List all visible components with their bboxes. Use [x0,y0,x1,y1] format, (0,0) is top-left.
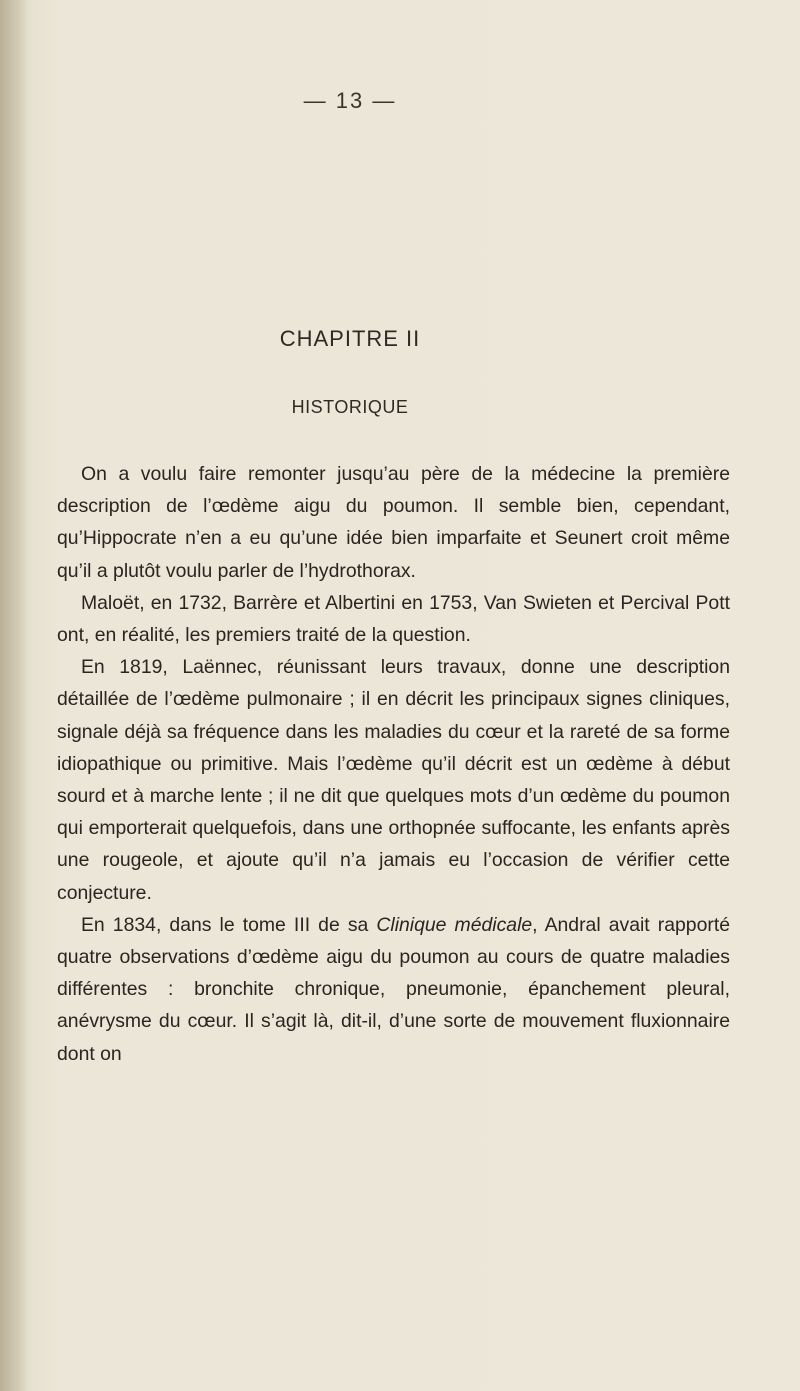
section-title: HISTORIQUE [291,397,409,417]
paragraph: On a voulu faire remonter jusqu’au père de la médecine la première description de l’œdème aigu du poumon. Il semble bien, cependant, qu’Hippocrate n’en a eu qu’une idée bien imparfaite et Seunert croit même qu’il a plutôt voulu parler de l’hydrothorax. [57,463,730,582]
body-text [57,458,730,1070]
paragraph [57,909,730,1070]
paragraph-text-before: En 1834, dans le tome III de sa [81,913,377,936]
page-number: — 13 — [303,88,397,113]
paragraph: En 1819, Laënnec, réunissant leurs travaux, donne une description détaillée de l’œdème pulmonaire ; il en décrit les principaux signes cliniques, signale déjà sa fréquence dans les maladies du cœur et la rareté de sa forme idiopathique ou primitive. Mais l’œdème qu’il décrit est un œdème à début sourd et à marche lente ; il ne dit que quelques mots d’un œdème du poumon qui emporterait quelquefois, dans une orthopnée suffocante, les enfants après une rougeole, et ajoute qu’il n’a jamais eu l’occasion de vérifier cette conjecture. [57,656,730,904]
paragraph: Maloët, en 1732, Barrère et Albertini en 1753, Van Swieten et Percival Pott ont, en réalité, les premiers traité de la question. [57,591,730,647]
page-gutter-shadow [0,0,28,1391]
paragraph-text-after: , Andral avait rapporté quatre observations d’œdème aigu du poumon au cours de quatre maladies différentes : bronchite chronique, pneumonie, épanchement pleural, anévrysme du cœur. Il s’agit là, dit-il, d’une sorte de mouvement fluxionnaire dont on [57,913,730,1065]
chapter-title: CHAPITRE II [279,326,421,351]
book-title-italic: Clinique médicale [376,913,533,936]
